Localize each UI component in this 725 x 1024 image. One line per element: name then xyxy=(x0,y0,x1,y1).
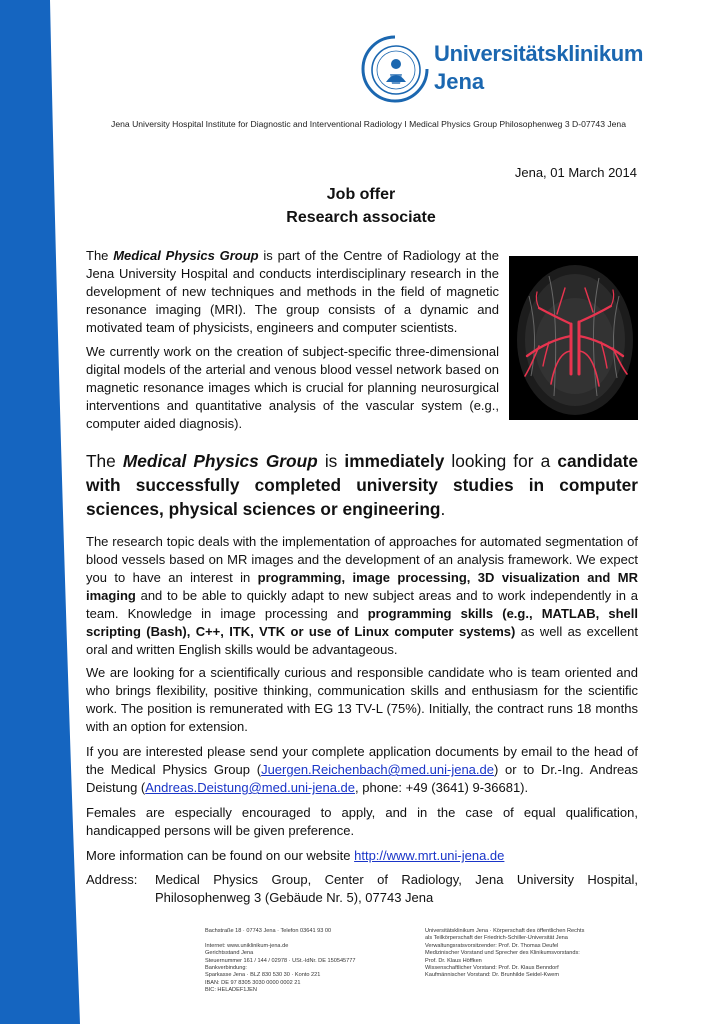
headline-group-name: Medical Physics Group xyxy=(122,451,318,471)
header-address-line: Jena University Hospital Institute for Diagnostic and Interventional Radiology I Medical Physics Group Philosophenweg 3 D-07743 Jena xyxy=(111,119,626,129)
website-link[interactable]: http://www.mrt.uni-jena.de xyxy=(354,848,505,863)
logo-line1: Universitätsklinikum xyxy=(434,41,644,66)
topic-text-2: and to be able to quickly adapt to new subject areas and to work independently in a team. Knowledge in image processing and xyxy=(86,588,638,621)
footer-right-line: Medizinischer Vorstand und Sprecher des Klinikumsvorstands: xyxy=(425,950,580,957)
apply-text-1: If you are interested please send your complete application documents by email to the head of the Medical Physics Group ( xyxy=(86,744,638,777)
footer-right-line: als Teilkörperschaft der Friedrich-Schiller-Universität Jena xyxy=(425,935,568,942)
address-value: Medical Physics Group, Center of Radiology, Jena University Hospital, Philosophenweg 3 (Gebäude Nr. 5), 07743 Jena xyxy=(155,872,638,905)
headline-text-1: The xyxy=(86,451,123,471)
footer-left-line: Internet: www.uniklinikum-jena.de xyxy=(205,942,289,949)
topic-interests: programming, image processing, 3D visualization and MR imaging xyxy=(86,570,638,603)
topic-text-3: as well as excellent oral and written English skills would be advantageous. xyxy=(86,624,638,657)
address-label: Address: xyxy=(86,872,138,887)
application-paragraph xyxy=(86,743,638,797)
footer-left-line: Sparkasse Jena · BLZ 830 530 30 · Konto 221 xyxy=(205,972,321,979)
footer-right xyxy=(425,928,625,980)
intro-text-1: The xyxy=(86,248,114,263)
logo-wordmark xyxy=(434,40,643,96)
footer-right-line: Prof. Dr. Klaus Höffken xyxy=(425,957,482,964)
equal-opportunity-paragraph: Females are especially encouraged to apply, and in the case of equal qualification, handicapped persons will be given preference. xyxy=(86,805,638,838)
footer-right-line: Universitätsklinikum Jena · Körperschaft des öffentlichen Rechts xyxy=(425,928,585,934)
document-title xyxy=(86,183,636,229)
headline-text-4: . xyxy=(440,499,446,519)
footer-left-line: Bachstraße 18 · 07743 Jena · Telefon 03641 93 00 xyxy=(205,928,332,934)
university-logo xyxy=(360,34,644,114)
headline-paragraph xyxy=(86,449,638,521)
footer-left-line: IBAN: DE 97 8305 3030 0000 0002 21 xyxy=(205,979,301,986)
footer-left-line xyxy=(205,935,405,942)
email-link-reichenbach[interactable]: Juergen.Reichenbach@med.uni-jena.de xyxy=(261,762,494,777)
intro-group-name: Medical Physics Group xyxy=(113,248,259,263)
footer-left-line: Steuernummer 161 / 144 / 02978 · USt.-IdNr. DE 150545777 xyxy=(205,957,356,964)
title-line2: Research associate xyxy=(286,209,436,226)
work-paragraph: We currently work on the creation of subject-specific three-dimensional digital models of the arterial and venous blood vessel network based on magnetic resonance images which is crucial for planning neurosurgical interventions and quantitative analysis of the vascular system (e.g., computer aided diagnosis). xyxy=(86,344,499,431)
topic-text-1: The research topic deals with the implementation of approaches for automated segmentation of blood vessels based on MR images and the development of an analysis framework. We expect you to have an interest in xyxy=(86,534,638,585)
headline-text-2: is xyxy=(317,451,345,471)
website-paragraph xyxy=(86,847,638,865)
intro-text-2: is part of the Centre of Radiology at the Jena University Hospital and conducts interdisciplinary research in the development of new techniques and methods in the field of magnetic resonance imaging (MRI). The group consists of a dynamic and motivated team of physicists, engineers and computer scientists. xyxy=(86,248,500,335)
footer-right-line: Wissenschaftlicher Vorstand: Prof. Dr. Klaus Benndorf xyxy=(425,965,559,972)
research-topic-paragraph xyxy=(86,533,638,659)
email-link-deistung[interactable]: Andreas.Deistung@med.uni-jena.de xyxy=(145,780,356,795)
apply-text-2: ) or to Dr.-Ing. Andreas Deistung ( xyxy=(86,762,638,795)
topic-skills: programming skills (e.g., MATLAB, shell scripting (Bash), C++, ITK, VTK or use of Linux computer systems) xyxy=(86,606,638,639)
footer-right-line: Verwaltungsratsvorsitzender: Prof. Dr. Thomas Deufel xyxy=(425,942,559,949)
left-blue-band xyxy=(0,0,86,1024)
footer-left-line: Bankverbindung: xyxy=(205,965,247,972)
logo-line2: Jena xyxy=(434,69,485,94)
university-seal-icon xyxy=(360,34,430,104)
letter-date: Jena, 01 March 2014 xyxy=(514,165,637,180)
footer-left xyxy=(205,928,405,995)
candidate-paragraph: We are looking for a scientifically curious and responsible candidate who is team oriented and who brings flexibility, positive thinking, communication skills and enthusiasm for the scientific work. The position is remunerated with EG 13 TV-L (75%). Initially, the contract runs 18 months with an option for extension. xyxy=(86,665,638,734)
intro-paragraph xyxy=(86,247,499,337)
headline-text-3: looking for a xyxy=(444,451,558,471)
footer-right-line: Kaufmännischer Vorstand: Dr. Brunhilde Seidel-Kwem xyxy=(425,972,560,979)
headline-immediately: immediately xyxy=(344,451,445,471)
headline-candidate: candidate with successfully completed university studies in computer sciences, physical sciences or engineering xyxy=(86,451,638,519)
footer-left-line: BIC: HELADEF1JEN xyxy=(205,987,257,994)
footer-left-line: Gerichtsstand Jena xyxy=(205,950,254,957)
website-text: More information can be found on our website xyxy=(86,848,355,863)
apply-text-3: , phone: +49 (3641) 9-36681). xyxy=(355,780,529,795)
title-line1: Job offer xyxy=(326,186,396,203)
brain-vessel-image xyxy=(509,256,638,420)
